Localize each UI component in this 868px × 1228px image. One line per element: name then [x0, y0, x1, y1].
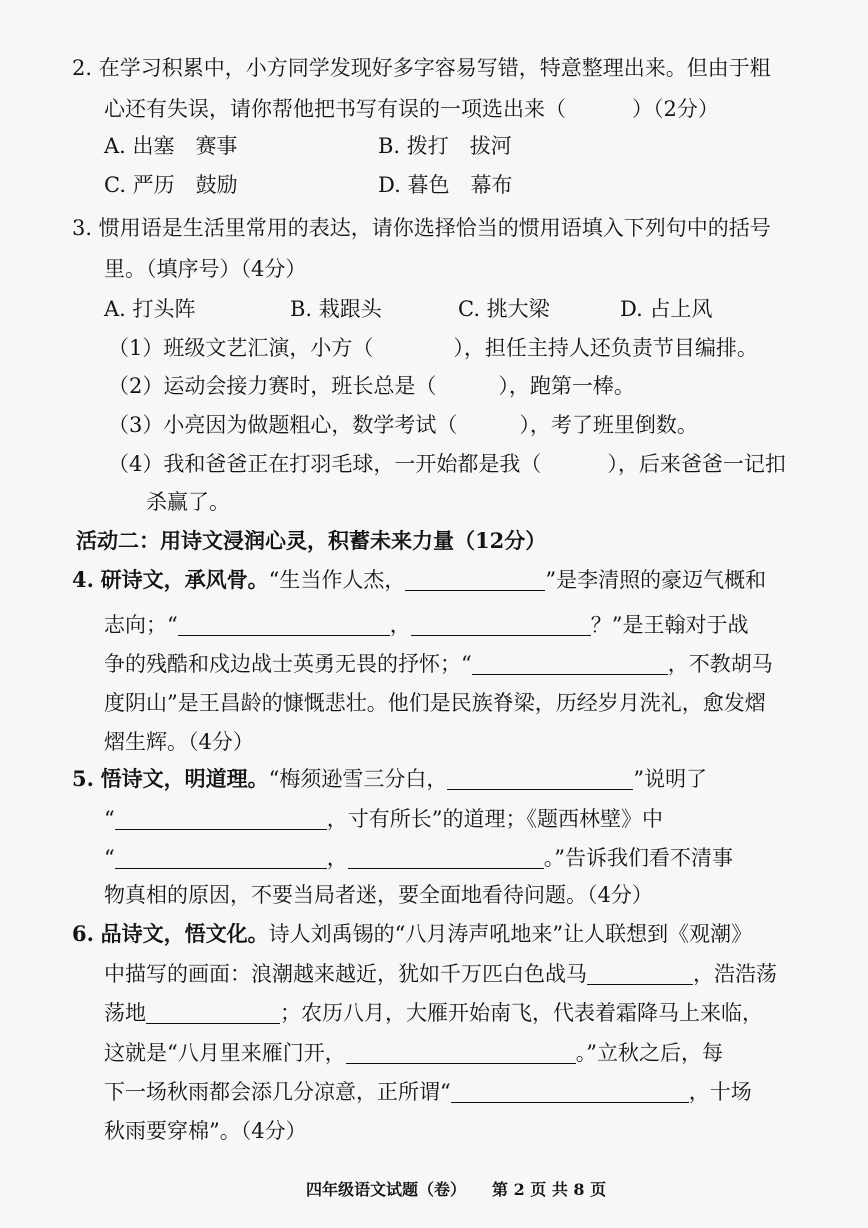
q5-l3-comma: ， — [326, 846, 348, 870]
q6-blank-1[interactable] — [587, 962, 693, 985]
q6-l5-text-a: 下一场秋雨都会添几分凉意，正所谓“ — [104, 1080, 451, 1104]
q4-blank-3[interactable] — [411, 613, 591, 636]
q5-blank-1[interactable] — [447, 767, 633, 790]
q3-sentence-4-cont: 杀赢了。 — [146, 490, 230, 514]
q2-text-1: 在学习积累中，小方同学发现好多字容易写错，特意整理出来。但由于粗 — [98, 56, 771, 80]
q5-number: 5. — [72, 766, 94, 791]
q3-option-b: B. 栽跟头 — [290, 297, 382, 321]
q4-line2 — [104, 610, 749, 640]
q5-line4: 物真相的原因，不要当局者迷，要全面地看待问题。（4分） — [104, 883, 653, 907]
q6-l5-text-b: ，十场 — [688, 1080, 752, 1104]
q3-option-d: D. 占上风 — [620, 297, 713, 321]
q4-l1-text-a: “生当作人杰， — [268, 568, 406, 592]
q6-l2-text-a: 中描写的画面：浪潮越来越近，犹如千万匹白色战马 — [104, 962, 587, 986]
footer-page-number: 第 2 页 共 8 页 — [492, 1180, 607, 1199]
q2-text-2a: 心还有失误，请你帮他把书写有误的一项选出来（ — [104, 97, 566, 121]
q3-s2-text-b: ），跑第一棒。 — [498, 374, 635, 398]
q6-l2-text-b: ，浩浩荡 — [693, 962, 777, 986]
q3-s3-text-a: （3）小亮因为做题粗心，数学考试（ — [108, 413, 458, 437]
q3-s1-text-b: ），担任主持人还负责节目编排。 — [453, 336, 758, 360]
q5-head: 悟诗文，明道理。 — [100, 766, 269, 791]
q6-line2 — [104, 959, 777, 989]
q4-number: 4. — [72, 567, 94, 592]
q6-l4-text-b: 。”立秋之后，每 — [575, 1041, 723, 1065]
q3-s1-text-a: （1）班级文艺汇演，小方（ — [108, 336, 374, 360]
q4-line4: 度阴山”是王昌龄的慷慨悲壮。他们是民族脊梁，历经岁月洗礼，愈发熠 — [104, 691, 766, 715]
q3-line2: 里。（填序号）（4分） — [104, 257, 307, 281]
q3-sentence-1 — [108, 333, 758, 363]
q6-line5 — [104, 1077, 752, 1107]
q4-line3 — [104, 649, 773, 679]
q3-s4-text-b: ），后来爸爸一记扣 — [607, 452, 786, 476]
q6-head: 品诗文，悟文化。 — [100, 921, 269, 946]
q3-sentence-2 — [108, 371, 635, 401]
q6-l3-text-a: 荡地 — [104, 1001, 146, 1025]
q6-l3-text-b: ；农历八月，大雁开始南飞，代表着霜降马上来临， — [280, 1001, 763, 1025]
q4-l3-text-a: 争的残酷和戍边战士英勇无畏的抒怀；“ — [104, 652, 472, 676]
q2-option-d: D. 暮色 幕布 — [378, 173, 513, 197]
q5-l3-text-a: “ — [104, 846, 115, 870]
q2-line1 — [72, 53, 771, 83]
q2-option-a: A. 出塞 赛事 — [104, 134, 238, 158]
q3-sentence-3 — [108, 410, 698, 440]
q3-text-1: 惯用语是生活里常用的表达，请你选择恰当的惯用语填入下列句中的括号 — [98, 216, 771, 240]
q3-line1 — [72, 213, 771, 243]
q4-blank-1[interactable] — [405, 568, 545, 591]
q2-line2 — [104, 94, 719, 124]
q5-blank-3[interactable] — [115, 846, 327, 869]
q4-l1-text-b: ”是李清照的豪迈气概和 — [545, 568, 767, 592]
q5-line1 — [72, 764, 707, 794]
q2-option-b: B. 拨打 拔河 — [378, 134, 512, 158]
q3-option-a: A. 打头阵 — [104, 297, 196, 321]
q4-l3-text-b: ，不教胡马 — [667, 652, 773, 676]
q3-option-c: C. 挑大梁 — [458, 297, 550, 321]
q4-line5: 熠生辉。（4分） — [104, 730, 254, 754]
q5-l1-text-a: “梅须逊雪三分白， — [268, 767, 448, 791]
q5-l1-text-b: ”说明了 — [633, 767, 708, 791]
q4-l2-text-a: 志向；“ — [104, 613, 178, 637]
q4-head: 研诗文，承风骨。 — [100, 567, 269, 592]
q4-l2-text-c: ？”是王翰对于战 — [590, 613, 749, 637]
activity-2-heading: 活动二：用诗文浸润心灵，积蓄未来力量（12分） — [76, 528, 547, 553]
q4-l2-comma: ， — [389, 613, 411, 637]
q5-l2-text-a: “ — [104, 807, 115, 831]
q6-blank-3[interactable] — [346, 1041, 576, 1064]
q5-l2-text-b: ，寸有所长”的道理；《题西林壁》中 — [326, 807, 663, 831]
q5-l3-text-c: 。”告诉我们看不清事 — [543, 846, 733, 870]
q3-s4-text-a: （4）我和爸爸正在打羽毛球，一开始都是我（ — [108, 452, 542, 476]
q5-blank-2[interactable] — [115, 807, 327, 830]
q6-l4-text-a: 这就是“八月里来雁门开， — [104, 1041, 346, 1065]
q6-blank-4[interactable] — [451, 1080, 689, 1103]
q4-blank-4[interactable] — [472, 652, 668, 675]
q3-s2-text-a: （2）运动会接力赛时，班长总是（ — [108, 374, 437, 398]
q2-number: 2. — [72, 56, 93, 80]
q4-line1 — [72, 565, 766, 595]
q2-text-2b: ）（2分） — [632, 97, 719, 121]
footer-exam-title: 四年级语文试题（卷） — [306, 1180, 467, 1199]
q5-line3 — [104, 843, 733, 873]
q2-option-c: C. 严历 鼓励 — [104, 173, 238, 197]
q3-sentence-4 — [108, 449, 786, 479]
q5-blank-4[interactable] — [348, 846, 544, 869]
q6-line6: 秋雨要穿棉”。（4分） — [104, 1119, 307, 1143]
q5-line2 — [104, 804, 663, 834]
q6-line3 — [104, 998, 763, 1028]
q3-number: 3. — [72, 216, 93, 240]
q6-line1 — [72, 919, 752, 949]
q3-s3-text-b: ），考了班里倒数。 — [519, 413, 698, 437]
q6-l1-text: 诗人刘禹锡的“八月涛声吼地来”让人联想到《观潮》 — [268, 922, 753, 946]
q6-line4 — [104, 1038, 723, 1068]
q6-blank-2[interactable] — [146, 1001, 280, 1024]
q4-blank-2[interactable] — [178, 613, 390, 636]
q6-number: 6. — [72, 921, 94, 946]
